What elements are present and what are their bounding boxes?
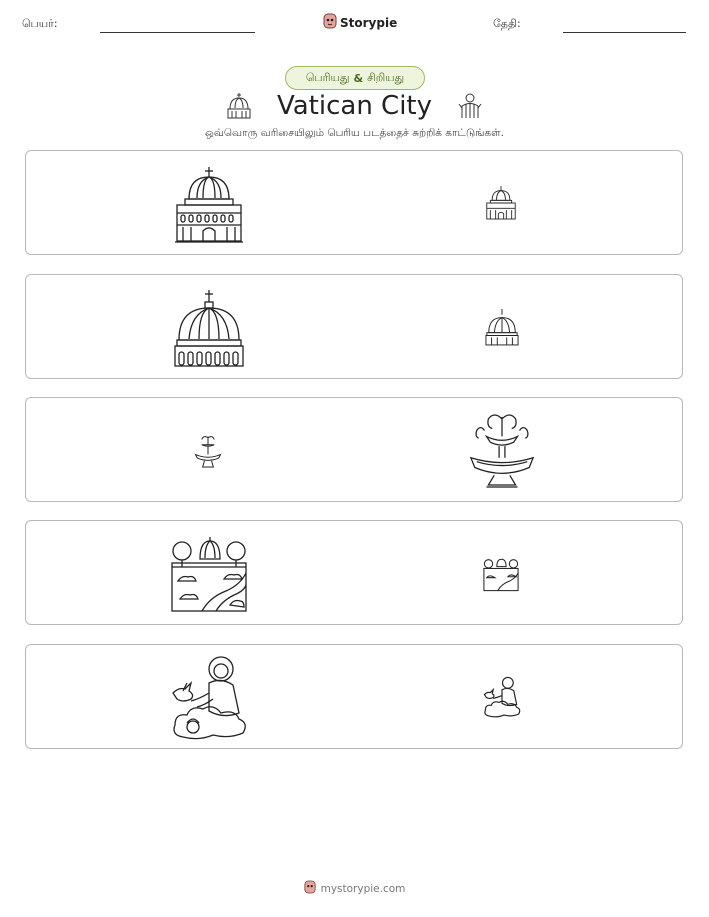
big-small-badge [285, 66, 425, 90]
comparison-row-2 [25, 274, 683, 379]
basilica-facade-large-icon[interactable] [173, 165, 245, 245]
name-field-line[interactable] [100, 32, 255, 33]
fountain-large-icon[interactable] [467, 410, 537, 490]
vatican-gardens-large-icon[interactable] [170, 537, 248, 613]
pie-mascot-icon [304, 880, 316, 897]
swiss-guard-title-icon [456, 92, 484, 124]
comparison-row-1 [25, 150, 683, 255]
badge-ampersand: & [353, 71, 364, 85]
pie-mascot-icon [323, 13, 337, 33]
storypie-logo [323, 13, 397, 33]
footer-site-link[interactable]: mystorypie.com [320, 882, 406, 895]
badge-small-text: சிறியது [367, 70, 405, 84]
instructions: ஒவ்வொரு வரிசையிலும் பெரிய படத்தைச் சுற்றிக் காட்டுங்கள். [205, 127, 504, 139]
dome-large-icon[interactable] [173, 288, 245, 368]
fountain-small-icon[interactable] [192, 431, 224, 471]
basilica-facade-small-icon[interactable] [485, 185, 517, 221]
comparison-row-3 [25, 397, 683, 502]
badge-big-text: பெரியது [305, 70, 350, 84]
comparison-row-4 [25, 520, 683, 625]
dome-small-icon[interactable] [485, 308, 519, 346]
footer [0, 880, 709, 897]
comparison-row-5 [25, 644, 683, 749]
saint-with-dove-large-icon[interactable] [169, 653, 249, 743]
vatican-gardens-small-icon[interactable] [483, 556, 519, 592]
date-label: தேதி: [493, 17, 521, 30]
saint-with-dove-small-icon[interactable] [482, 675, 522, 719]
page-title: Vatican City [276, 91, 433, 121]
brand-name: Storypie [340, 16, 398, 30]
date-field-line[interactable] [563, 32, 686, 33]
name-label: பெயர்: [22, 17, 58, 30]
